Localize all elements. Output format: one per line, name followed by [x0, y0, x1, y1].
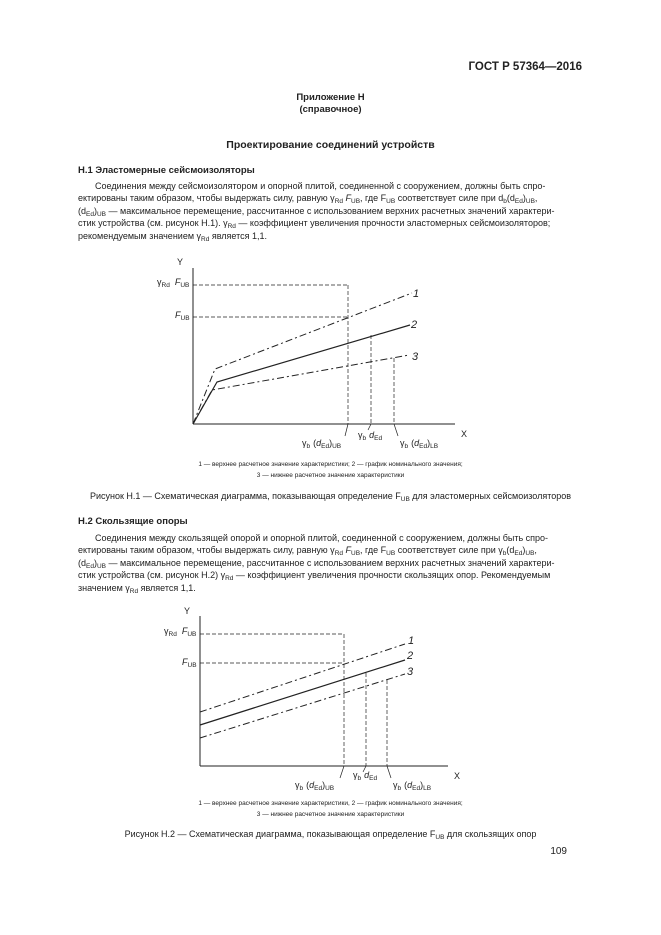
label-gamma-b-ded-lb: $\gamma_b$ $(d_{Ed})_{LB}$	[400, 438, 439, 450]
curve-label-2: 2	[407, 650, 414, 662]
curve-2-nominal	[193, 325, 410, 424]
label-gamma-rd-fub: $\gamma_{Rd}$ $F_{UB}$	[157, 277, 190, 289]
figure-1-caption: Рисунок Н.1 — Схематическая диаграмма, показывающая определение $F_{UB}$ для эластомерных сейсмоизоляторов	[89, 491, 572, 503]
appendix-label: Приложение Н	[296, 92, 365, 103]
curve-label-3: 3	[412, 351, 419, 363]
para-line: Соединения между сейсмоизолятором и опорной плитой, соединенной с сооружением, должны быть спро-	[95, 181, 546, 191]
standard-number: ГОСТ Р 57364—2016	[468, 61, 582, 73]
leader	[394, 424, 398, 436]
label-gamma-b-ded: $\gamma_b$ $d_{Ed}$	[353, 770, 378, 782]
appendix-type: (справочное)	[299, 104, 362, 115]
para-line: $(d_{Ed})_{UB}$ — максимальное перемещение, рассчитанное с использованием верхних расчетных значений характери-	[78, 205, 555, 218]
curve-label-1: 1	[413, 288, 420, 300]
curve-label-3: 3	[407, 666, 414, 678]
x-axis-label: X	[461, 429, 468, 439]
label-fub: $F_{UB}$	[175, 310, 190, 322]
para-line: ектированы таким образом, чтобы выдержать силу, равную $\gamma_{Rd}$ $F_{UB}$, где $F_{UB}$ соответствует силе при $\gamma_b(d_{Ed})_{UB}$,	[78, 545, 537, 558]
para-line: стик устройства (см. рисунок Н.2) $\gamma_{Rd}$ — коэффициент увеличения прочности скользящих опор. Рекомендуемым	[78, 570, 551, 583]
y-axis-label: Y	[177, 257, 184, 267]
figure-1-legend-line-2: 3 — нижнее расчетное значение характеристики	[256, 472, 405, 479]
y-axis-label: Y	[184, 606, 191, 616]
label-gamma-b-ded-lb: $\gamma_b$ $(d_{Ed})_{LB}$	[393, 780, 432, 792]
leader	[345, 424, 348, 436]
label-gamma-b-ded-ub: $\gamma_b$ $(d_{Ed})_{UB}$	[302, 438, 342, 450]
label-gamma-rd-fub: $\gamma_{Rd}$ $F_{UB}$	[164, 626, 197, 638]
figure-1-diagram	[0, 250, 661, 455]
figure-2-diagram	[0, 600, 661, 795]
section-heading-1: Н.1 Эластомерные сейсмоизоляторы	[78, 165, 255, 176]
figure-2-legend-line-2: 3 — нижнее расчетное значение характеристики	[256, 811, 405, 818]
page-number: 109	[550, 846, 567, 857]
section-2-paragraph	[78, 532, 582, 594]
label-gamma-b-ded-ub: $\gamma_b$ $(d_{Ed})_{UB}$	[295, 780, 335, 792]
leader	[340, 766, 344, 778]
para-line: стик устройства (см. рисунок Н.1). $\gamma_{Rd}$ — коэффициент увеличения прочности эластомерных сейсмоизоляторов;	[78, 218, 551, 231]
curve-label-2: 2	[411, 319, 418, 331]
section-1-paragraph	[78, 180, 582, 242]
para-line: ектированы таким образом, чтобы выдержать силу, равную $\gamma_{Rd}$ $F_{UB}$, где $F_{UB}$ соответствует силе при $d_b(d_{Ed})_{UB}$,	[78, 193, 538, 206]
para-line: Соединения между скользящей опорой и опорной плитой, соединенной с сооружением, должны быть спро-	[95, 533, 549, 543]
page-title: Проектирование соединений устройств	[226, 139, 435, 151]
para-line: рекомендуемым значением $\gamma_{Rd}$ является 1,1.	[78, 230, 268, 243]
label-gamma-b-ded: $\gamma_b$ $d_{Ed}$	[358, 430, 383, 442]
figure-1-legend-line-1: 1 — верхнее расчетное значение характеристики; 2 — график номинального значения;	[198, 461, 463, 468]
label-fub: $F_{UB}$	[182, 657, 197, 669]
curve-2-nominal	[200, 660, 405, 725]
para-line: $(d_{Ed})_{UB}$ — максимальное перемещение, рассчитанное с использованием верхних расчетных значений характери-	[78, 557, 555, 570]
para-line: значением $\gamma_{Rd}$ является 1,1.	[78, 582, 196, 595]
curve-3-lower	[200, 674, 405, 738]
figure-2-legend-line-1: 1 — верхнее расчетное значение характеристики, 2 — график номинального значения;	[198, 800, 463, 807]
curve-1-upper	[193, 293, 412, 424]
x-axis-label: X	[454, 771, 461, 781]
figure-2-caption: Рисунок Н.2 — Схематическая диаграмма, показывающая определение $F_{UB}$ для скользящих опор	[124, 829, 537, 841]
curve-label-1: 1	[408, 635, 415, 647]
curve-1-upper	[200, 644, 405, 712]
section-heading-2: Н.2 Скользящие опоры	[78, 516, 188, 527]
leader	[387, 766, 391, 778]
